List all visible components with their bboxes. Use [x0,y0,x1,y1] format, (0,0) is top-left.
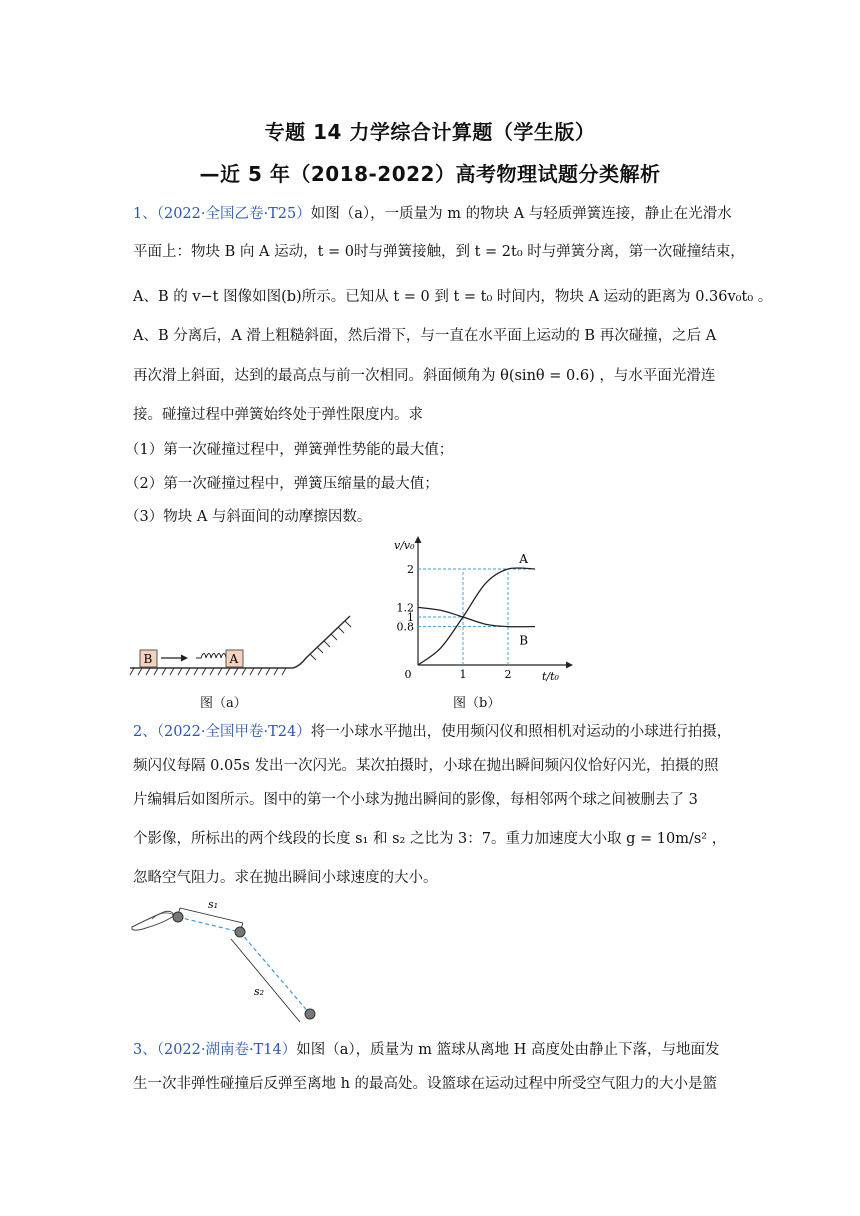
ball-2 [235,927,245,937]
q1-line-1 [133,204,733,224]
chart-ticks [397,563,512,681]
y-tick-label: 1.2 [396,601,414,615]
figure-b-caption: 图（b） [453,696,501,711]
q1-number: 1、 [133,206,157,222]
y-tick-label: 1 [407,611,414,624]
q2-source: （2022·全国甲卷·T24） [156,724,311,740]
q1-sub-1: （1）第一次碰撞过程中，弹簧弹性势能的最大值； [125,442,454,458]
q2-line-5: 忽略空气阻力。求在抛出瞬间小球速度的大小。 [133,870,438,886]
q1-line-4: A、B 分离后，A 滑上粗糙斜面，然后滑下，与一直在水平面上运动的 B 再次碰撞，之后 A [133,328,717,344]
figure-q2 [130,895,330,1030]
figure-a [128,600,358,690]
y-tick-label: 0.8 [396,620,414,634]
doc-title: 专题 14 力学综合计算题（学生版） [264,120,596,144]
x-tick-label: 2 [504,668,512,681]
y-axis-label: v/v₀ [394,539,415,552]
y-axis-arrow-icon [415,536,422,543]
incline-hatch [310,621,351,660]
x-axis-arrow-icon [566,662,573,669]
arrowhead-icon [181,655,188,662]
s2-dimension-line [231,939,300,1022]
q3-line-1 [133,1040,733,1060]
series-a-line [418,568,535,665]
ball-3 [305,1009,315,1019]
s1-label: s₁ [208,898,219,911]
q1-text: 如图（a），一质量为 m 的物块 A 与轻质弹簧连接，静止在光滑水 [310,206,732,222]
figure-a-caption: 图（a） [200,696,247,711]
chart-guides [418,569,535,665]
q2-number: 2、 [133,724,157,740]
q2-line-1 [133,722,733,742]
x-tick-label: 0 [404,668,412,681]
block-a-label: A [229,652,239,666]
block-b-label: B [143,652,153,666]
q3-line-2: 生一次非弹性碰撞后反弹至离地 h 的最高处。设篮球在运动过程中所受空气阻力的大小是篮 [133,1076,718,1092]
incline [293,616,350,668]
q1-sub-2: （2）第一次碰撞过程中，弹簧压缩量的最大值； [125,476,439,492]
q1-line-2: 平面上：物块 B 向 A 运动，t = 0时与弹簧接触，到 t = 2t₀ 时与弹簧分离，第一次碰撞结束， [133,244,745,260]
q1-source: （2022·全国乙卷·T25） [156,206,311,222]
q2-line-4: 个影像，所标出的两个线段的长度 s₁ 和 s₂ 之比为 3：7。重力加速度大小取 g = 10m/s² ， [133,831,727,847]
s2-label: s₂ [254,985,265,998]
q2-line-2: 频闪仪每隔 0.05s 发出一次闪光。某次拍摄时，小球在抛出瞬间频闪仪恰好闪光，拍摄的照 [133,758,719,774]
q3-number: 3、 [133,1042,157,1058]
series-b-label: B [519,633,529,648]
q1-line-3: A、B 的 v−t 图像如图(b)所示。已知从 t = 0 到 t = t₀ 时间内，物块 A 运动的距离为 0.36v₀t₀ 。 [133,289,773,305]
ground-hatch [130,668,286,675]
q2-text: 将一小球水平抛出，使用频闪仪和照相机对运动的小球进行拍摄， [310,724,732,740]
hand-icon [132,911,173,930]
doc-subtitle: —近 5 年（2018-2022）高考物理试题分类解析 [199,162,661,186]
q1-line-5: 再次滑上斜面，达到的最高点与前一次相同。斜面倾角为 θ(sinθ = 0.6) ，与水平面光滑连 [133,368,716,384]
q3-source: （2022·湖南卷·T14） [156,1042,297,1058]
q1-line-6: 接。碰撞过程中弹簧始终处于弹性限度内。求 [133,407,423,423]
trajectory-segment-1 [178,917,240,932]
q3-text: 如图（a），质量为 m 篮球从离地 H 高度处由静止下落，与地面发 [296,1042,720,1058]
x-axis-label: t/t₀ [542,670,559,683]
series-a-label: A [519,552,528,566]
trajectory-segment-2 [240,932,310,1014]
ball-1 [173,912,183,922]
y-tick-label: 2 [407,563,414,576]
figure-b-chart [380,535,580,685]
x-tick-label: 1 [459,668,467,681]
q2-line-3: 片编辑后如图所示。图中的第一个小球为抛出瞬间的影像，每相邻两个球之间被删去了 3 [133,792,698,808]
q1-sub-3: （3）物块 A 与斜面间的动摩擦因数。 [125,509,372,525]
